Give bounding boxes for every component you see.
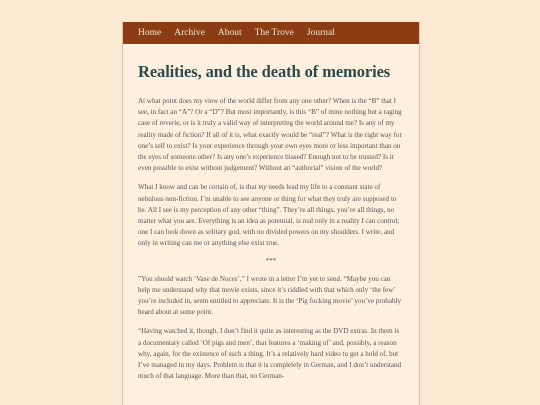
paragraph-2-emphasis: my [258, 183, 267, 192]
paragraph-2-text-a: What I know and can be certain of, is that [138, 183, 259, 192]
page-column [122, 22, 420, 405]
post-article [123, 62, 419, 382]
section-separator: *** [265, 256, 277, 265]
post-paragraph-1: At what point does my view of the world differ from any one other? When is the “B” that I see, in fact an “A”? Or a “D”? But most importantly, is this “B” of mine nothing but a raging case of reverie, or is it truly a valid way of interpreting the world around me? Is any of my reality made of fiction? If all of it is, what exactly would be “real”? What is the right way for one’s self to exist? Is your experience through your own eyes more or less important than on the eyes of someone other? Is any one’s experience biased? Enough not to be trusted? Is it even possible to exist without judgement? Without an “authorial” vision of the world? [138, 97, 402, 173]
nav-journal-link[interactable]: Journal [306, 28, 335, 38]
post-paragraph-4: “Having watched it, though, I don’t find it quite as interesting as the DVD extras. In them is a documentary called ‘Of pigs and men’, that features a ‘making of’ and, possibly, a reason why, again, for the existence of such a thing. It’s a relatively hard video to get a hold of, but I’ve managed in my days. Problem is that it is completely in German, and I don’t understand much of that language. More than that, no German- [138, 327, 402, 381]
post-paragraph-3: ”You should watch ‘Vase de Noces’,” I wrote in a letter I’m yet to send. “Maybe you can help me understand why that movie exists, since it’s riddled with that which only ‘the few’ you’re included in, seem entitled to appreciate. It is the ‘Pig fucking movie’ you’ve probably heard about at some point. [138, 274, 402, 317]
paragraph-2-text-b: needs lead my life to a constant state of nebulous non-fiction. I’m unable to see anyone or thing for what they truly are supposed to be. All I see is my perception of any other “thing”. They’re all things, you’re all things, no matter what you are. Everything is an idea as potential, is real only in a reality I can control; one I can look down as solitary god, with no divided powers on my shoulders. I write, and only in writing can me or anything else exist true. [138, 183, 400, 248]
nav-archive-link[interactable]: Archive [174, 28, 205, 38]
post-paragraph-2 [138, 182, 404, 249]
top-navigation [123, 22, 419, 44]
nav-the-trove-link[interactable]: The Trove [254, 28, 294, 38]
post-title: Realities, and the death of memories [138, 62, 391, 81]
nav-about-link[interactable]: About [217, 28, 242, 38]
nav-home-link[interactable]: Home [138, 28, 162, 38]
